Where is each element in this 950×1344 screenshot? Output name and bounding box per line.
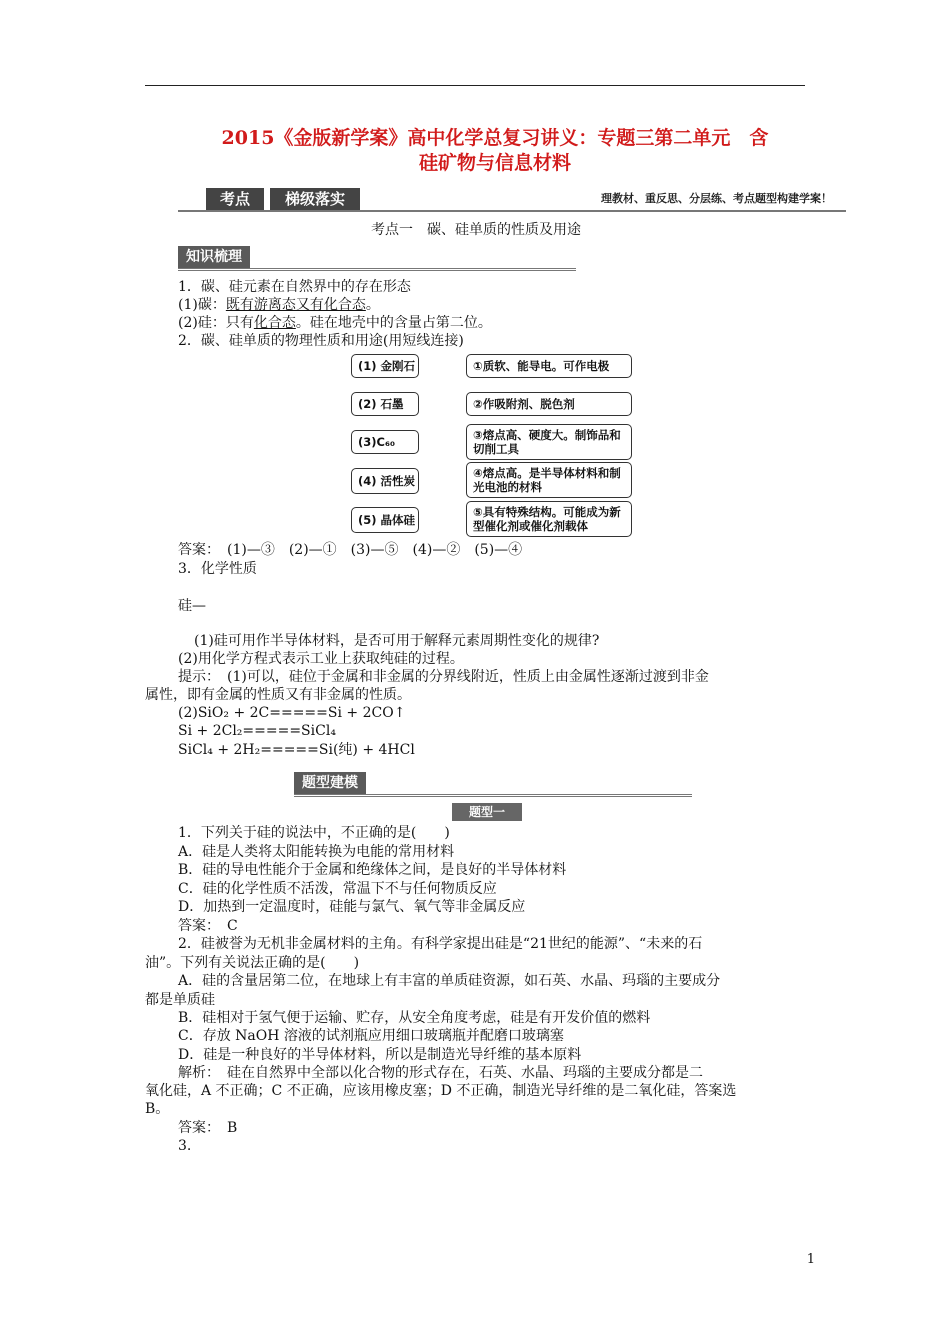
k1-carbon-prefix: (1)碳：: [178, 297, 226, 313]
p2-stem-1: 2．硅被誉为无机非金属材料的主角。有科学家提出硅是“21世纪的能源”、“未来的石: [178, 936, 703, 952]
p2-stem-2: 油”。下列有关说法正确的是( ): [145, 955, 360, 971]
k2-heading: 2．碳、硅单质的物理性质和用途(用短线连接): [178, 333, 464, 349]
p2-option-d: D．硅是一种良好的半导体材料，所以是制造光导纤维的基本原料: [178, 1047, 582, 1063]
banner-slogan: 理教材、重反思、分层练、考点题型构建学案！: [601, 192, 832, 205]
match-answer-value: (1)—③ (2)—① (3)—⑤ (4)—② (5)—④: [227, 542, 523, 558]
section-model-rule: [294, 794, 692, 797]
equation-2: Si + 2Cl₂=====SiCl₄: [178, 723, 336, 739]
title-line-2: 硅矿物与信息材料: [418, 152, 571, 174]
equation-1: (2)SiO₂ + 2C=====Si + 2CO↑: [178, 705, 406, 721]
k1-carbon-end: 。: [365, 297, 380, 313]
p2-option-c: C．存放 NaOH 溶液的试剂瓶应用细口玻璃瓶并配磨口玻璃塞: [178, 1028, 564, 1044]
topic-heading: 考点一 碳、硅单质的性质及用途: [371, 222, 581, 238]
hint-text-1: (1)可以，硅位于金属和非金属的分界线附近，性质上由金属性逐渐过渡到非金: [213, 669, 709, 685]
section-knowledge-label: 知识梳理: [178, 246, 250, 268]
k1-heading: 1．碳、硅元素在自然界中的存在形态: [178, 279, 411, 295]
banner-rule: [178, 210, 846, 212]
p2-option-a-2: 都是单质硅: [145, 992, 215, 1008]
section-knowledge-rule: [178, 268, 576, 271]
title-line-1: 2015《金版新学案》高中化学总复习讲义：专题三第二单元 含: [221, 127, 769, 149]
p1-option-b: B．硅的导电性能介于金属和绝缘体之间，是良好的半导体材料: [178, 862, 567, 878]
p1-option-a: A．硅是人类将太阳能转换为电能的常用材料: [178, 844, 455, 860]
p3-number: 3.: [178, 1138, 192, 1154]
match-right-1: ①质软、能导电。可作电极: [466, 354, 632, 378]
k3-silicon: 硅—: [178, 598, 206, 614]
document-title: [180, 126, 810, 176]
match-answer-label: 答案：: [178, 542, 213, 558]
match-right-2: ②作吸附剂、脱色剂: [466, 392, 632, 416]
match-left-1: (1) 金刚石: [351, 354, 419, 378]
p2-option-b: B．硅相对于氢气便于运输、贮存，从安全角度考虑，硅是有开发价值的燃料: [178, 1010, 651, 1026]
k1-carbon: [178, 296, 380, 314]
match-right-3: ③熔点高、硬度大。制饰品和切削工具: [466, 424, 632, 460]
p2-answer: [178, 1119, 237, 1137]
hint-line-2: 属性，即有金属的性质又有非金属的性质。: [145, 687, 411, 703]
p1-answer-value: C: [227, 918, 238, 934]
section-banner: [178, 186, 846, 214]
section-knowledge: [178, 246, 576, 271]
match-left-4: (4) 活性炭: [351, 468, 419, 494]
p1-answer: [178, 917, 238, 935]
p2-answer-label: 答案：: [178, 1120, 213, 1136]
hint-line-1: [178, 668, 709, 686]
match-left-5: (5) 晶体硅: [351, 507, 419, 533]
k1-silicon: [178, 314, 492, 332]
section-model-label: 题型建模: [294, 772, 366, 794]
p2-answer-value: B: [227, 1120, 238, 1136]
p1-stem: 1．下列关于硅的说法中，不正确的是( ): [178, 825, 450, 841]
match-right-5: ⑤具有特殊结构。可能成为新型催化剂或催化剂载体: [466, 501, 632, 537]
header-rule: [145, 85, 805, 86]
k1-silicon-end: 。硅在地壳中的含量占第二位。: [295, 315, 492, 331]
banner-tab-kaodian: 考点: [206, 188, 264, 210]
type-label: 题型一: [452, 803, 522, 821]
page-number: 1: [806, 1252, 815, 1267]
p2-analysis-1: [178, 1064, 703, 1082]
k3-heading: 3．化学性质: [178, 561, 257, 577]
banner-tab-tiji: 梯级落实: [270, 188, 360, 210]
p2-analysis-3: B。: [145, 1101, 170, 1117]
question-1: (1)硅可用作半导体材料，是否可用于解释元素周期性变化的规律?: [194, 633, 600, 649]
p2-option-a-1: A．硅的含量居第二位，在地球上有丰富的单质硅资源，如石英、水晶、玛瑙的主要成分: [178, 973, 721, 989]
p1-answer-label: 答案：: [178, 918, 213, 934]
p2-analysis-text-1: 硅在自然界中全部以化合物的形式存在，石英、水晶、玛瑙的主要成分都是二: [213, 1065, 703, 1081]
p2-analysis-label: 解析：: [178, 1065, 213, 1081]
k1-silicon-answer: 化合态: [253, 315, 296, 331]
match-right-4: ④熔点高。是半导体材料和制光电池的材料: [466, 462, 632, 498]
section-model: [294, 772, 692, 797]
k1-silicon-prefix: (2)硅：只有: [178, 315, 254, 331]
p2-analysis-2: 氧化硅，A 不正确；C 不正确，应该用橡皮塞；D 不正确，制造光导纤维的是二氧化硅，答案选: [145, 1083, 737, 1099]
match-answer: [178, 541, 522, 559]
equation-3: SiCl₄ + 2H₂=====Si(纯) + 4HCl: [178, 742, 415, 758]
p1-option-c: C．硅的化学性质不活泼，常温下不与任何物质反应: [178, 881, 497, 897]
hint-label: 提示：: [178, 669, 213, 685]
p1-option-d: D．加热到一定温度时，硅能与氯气、氧气等非金属反应: [178, 899, 526, 915]
match-left-2: (2) 石墨: [351, 392, 419, 416]
match-left-3: (3)C₆₀: [351, 430, 419, 454]
question-2: (2)用化学方程式表示工业上获取纯硅的过程。: [178, 651, 464, 667]
k1-carbon-answer: 既有游离态又有化合态: [225, 297, 366, 313]
